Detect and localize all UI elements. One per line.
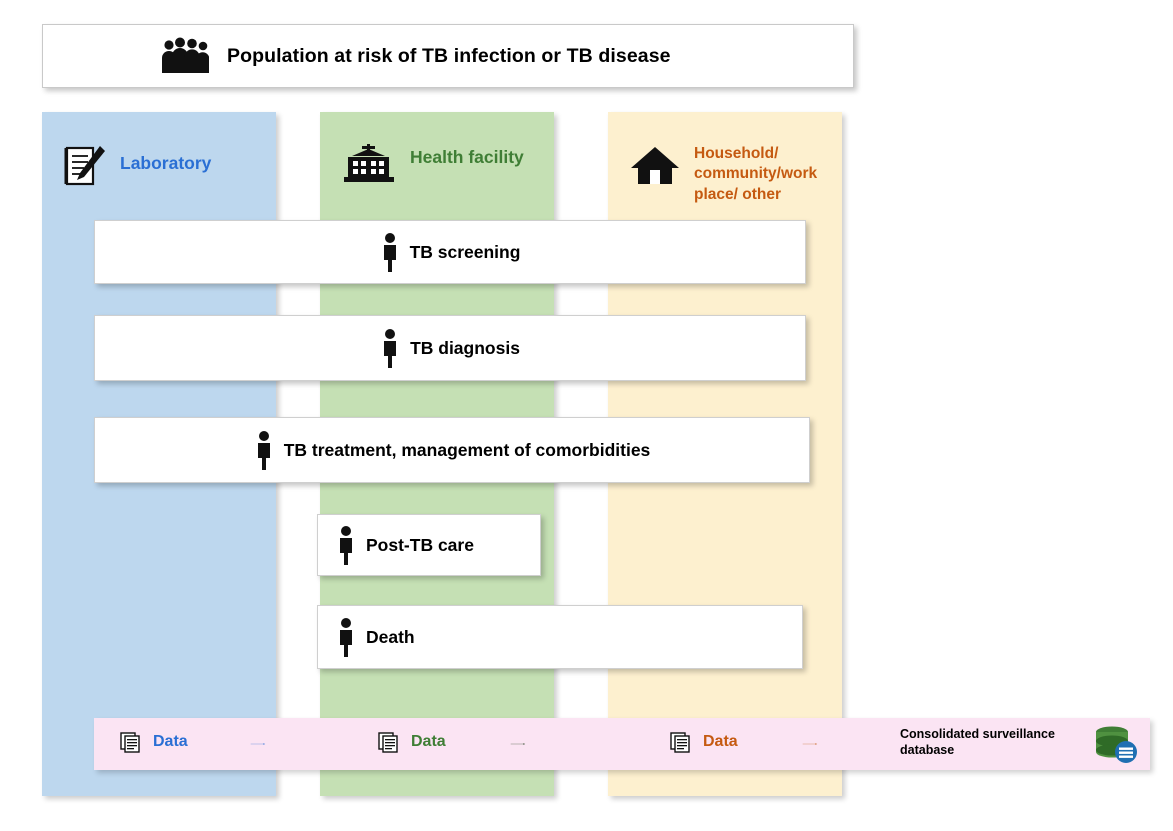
column-health-facility-header	[320, 112, 554, 191]
step-post-tb-care-label: Post-TB care	[366, 534, 474, 555]
step-death	[317, 605, 803, 669]
hospital-building-icon	[342, 144, 396, 191]
person-icon	[336, 525, 356, 565]
column-health-facility-label: Health facility	[410, 147, 524, 167]
step-tb-treatment	[94, 417, 810, 483]
house-icon	[630, 144, 680, 193]
column-household-header	[608, 112, 842, 205]
step-tb-treatment-label: TB treatment, management of comorbidities	[283, 439, 651, 460]
documents-icon	[120, 730, 146, 754]
data-item-household	[670, 730, 738, 754]
documents-icon	[670, 730, 696, 754]
data-item-household-label: Data	[703, 733, 738, 750]
person-icon	[380, 232, 400, 272]
population-banner	[42, 24, 854, 88]
population-banner-label: Population at risk of TB infection or TB disease	[227, 44, 671, 67]
step-tb-diagnosis	[94, 315, 806, 381]
column-laboratory-header	[42, 112, 276, 195]
column-household-label: Household/ community/work place/ other	[694, 145, 818, 203]
data-flow-band	[94, 718, 1150, 770]
lab-notebook-pen-icon	[64, 144, 106, 195]
consolidated-database-label: Consolidated surveillance database	[900, 727, 1055, 758]
person-icon	[336, 617, 356, 657]
step-tb-screening-label: TB screening	[409, 241, 521, 262]
person-icon	[254, 430, 274, 470]
data-item-laboratory-label: Data	[153, 733, 188, 750]
documents-icon	[378, 730, 404, 754]
step-death-label: Death	[366, 626, 415, 647]
person-icon	[380, 328, 400, 368]
step-post-tb-care	[317, 514, 541, 576]
column-laboratory-label: Laboratory	[120, 153, 212, 173]
arrow-house-to-db	[766, 743, 854, 745]
data-item-health-facility	[378, 730, 446, 754]
arrow-hf-to-house	[474, 743, 562, 745]
step-tb-screening	[94, 220, 806, 284]
data-item-laboratory	[120, 730, 188, 754]
database-icon	[1094, 725, 1140, 770]
group-of-people-icon	[161, 36, 209, 76]
arrow-lab-to-hf	[214, 743, 302, 745]
step-tb-diagnosis-label: TB diagnosis	[410, 337, 520, 358]
data-item-health-facility-label: Data	[411, 733, 446, 750]
